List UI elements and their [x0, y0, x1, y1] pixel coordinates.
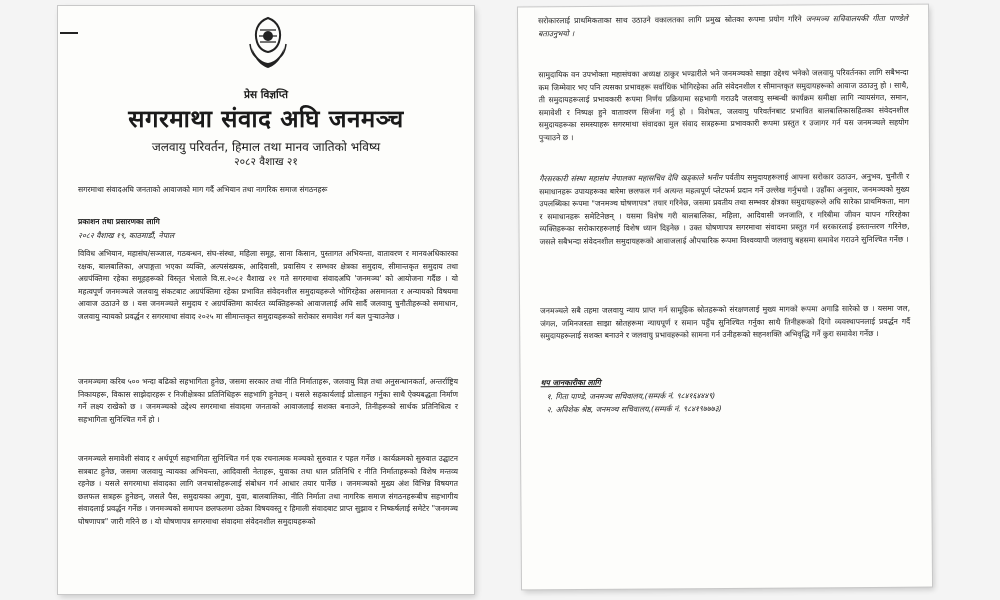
page2-intro-quote: जनमञ्च सचिवालयकी गीता पाण्डेले बताउनुभयो । [538, 13, 909, 38]
paragraph-1: विविध अभियान, महासंघ/सञ्जाल, गठबन्धन, संघ-संस्था, महिला समूह, साना किसान, पुस्तागत अभियन्ता, वातावरण र मानवअधिकारका रक्षक, बालबालिका, अपाङ्गता भएका व्यक्ति, अल्पसंख्यक, आदिवासी, प्रवासिय र सम्भवर क्षेत्रका समुदाय, सीमान्तकृत समुदाय तथा अग्रपंक्तिमा रहेका समूहहरूको विस्तृत भेलाले वि.स.२०८२ वैशाख २१ गते सगरमाथा संवादअघि 'जनमञ्च' को आयोजना गर्दैछ । यो महत्वपूर्ण जनमञ्चले जलवायु संकटबाट अग्रपंक्तिमा रहेका प्रभावित संवेदनशील समुदायहरूले भोगिरहेका असमानता र अन्यायको विषयमा आवाज उठाउने छ । यस जनमञ्चले समुदाय र अग्रपंक्तिमा कार्यरत व्यक्तिहरूको आवाजलाई अघि सार्दै जलवायु चुनौतीहरूको समाधान, जलवायु न्यायको प्रवर्द्धन र सगरमाथा संवाद २०२५ मा सीमान्तकृत समुदायहरूको सरोकार समावेश गर्न बल पुऱ्याउनेछ । [78, 249, 458, 321]
paragraph-3: जनमञ्चले समावेशी संवाद र अर्थपूर्ण सहभागिता सुनिश्चित गर्न एक रचनात्मक मञ्चको सुरुवात र पहल गर्नेछ । कार्यक्रमको सुरुवात उद्घाटन सत्रबाट हुनेछ, जसमा जलवायु न्यायका अभियन्ता, आदिवासी नेताहरू, युवाका तथा धाल प्रतिनिधि र नीति निर्माताहरूको विशेष मन्तव्य रहनेछ । यसले सगरमाथा संवादका लागि जनचासोहरूलाई संबोधन गर्न आधार तयार पार्नेछ । जनमञ्चको मुख्य अंश विभिन्न विषयगत छलफल सत्रहरू हुनेछन्, जसले पैस, समुदायका अगुवा, युवा, बालबालिका, नीति निर्माता तथा नागरिक समाज संगठनहरूबीच सहभागीय संवादलाई प्रवर्द्धन गर्नेछ । जनमञ्चको समापन छलफलमा उठेका विषयवस्तु र हिमाली संवादबाट प्राप्त सुझाव र निष्कर्षलाई समेटेर "जनमञ्च घोषणापत्र" जारी गरिने छ । यो घोषणापत्र सगरमाथा संवादमा संवेदनशील समुदायहरूको [78, 454, 458, 526]
paragraph-b-speaker: गैरसरकारी संस्था महासंघ नेपालका महासचिव देवि खड्काले भनीन [539, 173, 723, 184]
contact-1: १. गिता पाण्डे, जनमञ्च सचिवालय,(सम्पर्क नं. ९८४१६४४४९) [546, 391, 716, 402]
margin-mark [60, 32, 78, 34]
paragraph-b-text: पर्वतीय समुदायहरूलाई आफ्ना सरोकार उठाउन, अनुभव, चुनौती र समाधानहरू उपायहरूका बारेमा छलफल गर्न अत्यन्त महत्वपूर्ण प्लेटफर्म प्रदान गर्ने उल्लेख गर्नुभयो । उहाँका अनुसार, जनमञ्चको मुख्य उपलब्धिका रूपमा "जनमञ्च घोषणापत्र" तयार गरिनेछ, जसमा प्रवतीय तथा सम्भवर क्षेत्रका समुदायहरूले अघि सारेका प्राथमिकता, माग र समाधानहरू समेटिनेछन् । यसमा विशेष गरी बालबालिका, महिला, आदिवासी जनजाति, र गरिबीमा जीवन यापन गरिरहेका व्यक्तिहरूका सरोकारहरूलाई विशेष ध्यान दिइनेछ । उक्त घोषणापत्र सगरमाथा संवादमा प्रस्तुत गर्न सरकारलाई हस्तान्तरण गरिनेछ, जसले सबैभन्दा संवेदनशील समुदायहरूको आवाजलाई औपचारिक रूपमा विश्वव्यापी जलवायु बहसमा समावेश गराउने सुनिश्चित गर्नेछ । [539, 171, 910, 247]
paragraph-b [539, 171, 910, 249]
publish-label: प्रकाशन तथा प्रसारणका लागि [78, 217, 160, 226]
page2-intro [538, 13, 908, 41]
tagline: सगरमाथा संवादअघि जनताको आवाजको माग गर्दै अभियान तथा नागरिक समाज संगठनहरू [78, 185, 328, 194]
press-release-page-1 [58, 6, 474, 594]
paragraph-2: जनमञ्चमा करिब ५०० भन्दा बढिको सहभागिता हुनेछ, जसमा सरकार तथा नीति निर्माताहरू, जलवायु विज्ञ तथा अनुसन्धानकर्ता, अन्तर्राष्ट्रिय निकायहरू, विकास साझेदारहरू र निजीक्षेत्रका प्रतिनिधिहरू सहभागि हुनेछन् । यसले सहकार्यलाई प्रोत्साहन गर्नुका साथै ऐक्यबद्धता निर्माण गर्ने लक्ष्य राखेको छ । जनमञ्चको उद्देश्य सगरमाथा संवादमा जनताको आवाजलाई सशक्त बनाउने, तिनीहरूको सार्थक प्रतिनिधित्व र सहभागिता सुनिश्चित गर्ने हो । [78, 377, 458, 424]
publish-date: २०८२ वैशाख १९, काठमाडौं, नेपाल [78, 231, 175, 240]
press-release-label: प्रेस विज्ञप्ति [244, 89, 288, 101]
page-subtitle: जलवायु परिवर्तन, हिमाल तथा मानव जातिको भविष्य [151, 140, 381, 154]
page2-intro-text: सरोकारलाई प्राथमिकताका साथ उठाउने वकालतका लागि प्रमुख स्रोतका रूपमा प्रयोग गरिने [538, 14, 802, 26]
press-release-page-2 [518, 5, 932, 590]
page-title: सगरमाथा संवाद अघि जनमञ्च [128, 105, 404, 133]
contact-2: २. अविशेक श्रेष्ठ, जनमञ्च सचिवालय,(सम्पर्क नं. ९८४१९७७७३) [546, 404, 722, 415]
paragraph-c: जनमञ्चले सबै तहमा जलवायु न्याय प्राप्त गर्न सामूहिक स्रोतहरूको संरक्षणलाई मुख्य मागको रूपमा अगाडि सारेको छ । यसमा जल, जंगल, जमिनजस्ता साझा स्रोतहरूमा न्यायपूर्ण र समान पहुँच सुनिश्चित गर्नुका साथै तिनीहरूको दिगो व्यवस्थापनलाई प्रवर्द्धन गर्दै समुदायहरूलाई सशक्त बनाउने र जलवायु प्रभावहरूको सामना गर्न उनीहरूको सहनशक्ति अभिवृद्धि गर्ने कुरा समावेश गर्नेछ । [540, 303, 911, 341]
header-date: २०८२ वैशाख २१ [234, 156, 298, 168]
janamanch-logo-icon [248, 14, 288, 78]
contact-heading: थप जानकारीका लागि [540, 377, 601, 388]
paragraph-a: सामुदायिक वन उपभोक्ता महासंघका अध्यक्ष ठाकुर भण्डारीले भने जनमञ्चको साझा उद्देश्य भनेको जलवायु परिवर्तनका लागि सबैभन्दा कम जिम्मेवार भए पनि त्यसका प्रभावहरू सर्वाधिक भोगिरहेका अति संवेदनशील र सीमान्तकृत समुदायहरूको आवाज उठाउनु हो । साथै, ती समुदायहरूलाई प्रभावकारी रूपमा निर्णय प्रक्रियामा सहभागी गराउदै जलवायु सम्बन्धी कार्यक्रम समीक्षा लागि न्यायसंगत, समान, समावेशी र निष्पक्ष हुने वातावरण सिर्जना गर्नु हो । विशेषतः, जलवायु परिवर्तनबाट प्रभावित बालबालिकासहितका संवेदनशील समुदायहरूका समस्याहरू सगरमाथा संवादका मुल संवाद सत्रहरूमा प्रभावकारी रूपमा प्रस्तुत र उजागर गर्न यस जनमञ्चले सहयोग पुऱ्याउने छ । [538, 67, 909, 143]
